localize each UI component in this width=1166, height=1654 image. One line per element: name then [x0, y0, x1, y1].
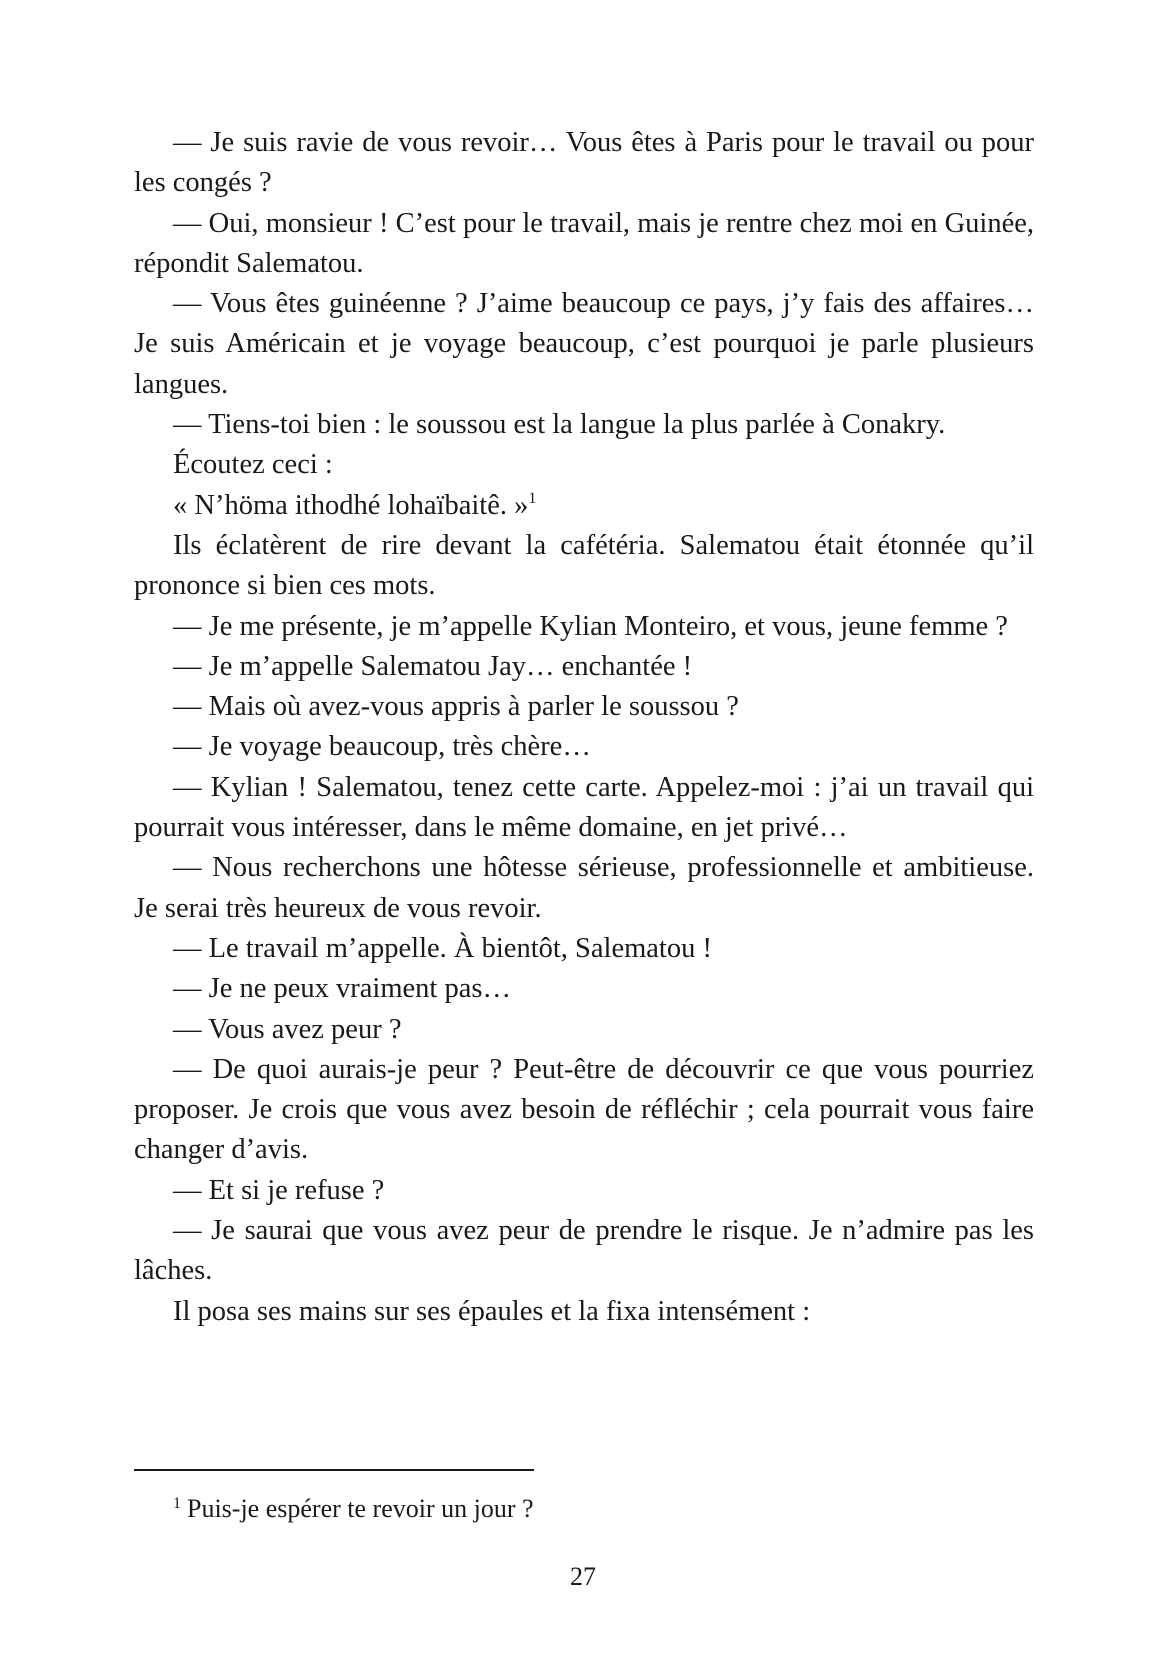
- quoted-phrase: « N’höma ithodhé lohaïbaitê. »: [173, 489, 529, 521]
- paragraph: — Je ne peux vraiment pas…: [173, 973, 511, 1005]
- paragraph: — Et si je refuse ?: [173, 1174, 385, 1206]
- paragraph: — Je saurai que vous avez peur de prendre le risque. Je n’admire pas les lâches.: [134, 1215, 1034, 1287]
- paragraph: — Je voyage beaucoup, très chère…: [173, 731, 591, 763]
- paragraph: — Vous avez peur ?: [173, 1013, 402, 1045]
- footnote: [173, 1492, 534, 1526]
- paragraph: — Kylian ! Salematou, tenez cette carte. Appelez-moi : j’ai un travail qui pourrait vous intéresser, dans le même domaine, en jet privé…: [134, 771, 1034, 844]
- paragraph: — Mais où avez-vous appris à parler le soussou ?: [173, 691, 739, 723]
- footnote-text: Puis-je espérer te revoir un jour ?: [187, 1494, 534, 1523]
- paragraph: — Vous êtes guinéenne ? J’aime beaucoup ce pays, j’y fais des affaires… Je suis Américain et je voyage beaucoup, c’est pourquoi je parle plusieurs langues.: [134, 288, 1034, 400]
- paragraph: — De quoi aurais-je peur ? Peut-être de découvrir ce que vous pourriez proposer. Je crois que vous avez besoin de réfléchir ; cela pourrait vous faire changer d’avis.: [134, 1053, 1034, 1166]
- paragraph: — Je me présente, je m’appelle Kylian Monteiro, et vous, jeune femme ?: [173, 610, 1008, 642]
- paragraph: — Oui, monsieur ! C’est pour le travail, mais je rentre chez moi en Guinée, répondit Salematou.: [134, 207, 1034, 279]
- footnote-marker: 1: [173, 1495, 181, 1512]
- body-text: [134, 123, 1034, 1332]
- footnote-divider: [134, 1469, 534, 1471]
- paragraph: Il posa ses mains sur ses épaules et la fixa intensément :: [173, 1295, 811, 1327]
- paragraph: — Tiens-toi bien : le soussou est la langue la plus parlée à Conakry.: [173, 409, 946, 441]
- paragraph: Ils éclatèrent de rire devant la cafétéria. Salematou était étonnée qu’il prononce si bien ces mots.: [134, 529, 1034, 602]
- paragraph: — Nous recherchons une hôtesse sérieuse, professionnelle et ambitieuse. Je serai très heureux de vous revoir.: [134, 852, 1034, 924]
- page-number: 27: [570, 1562, 596, 1591]
- paragraph: — Le travail m’appelle. À bientôt, Salematou !: [173, 932, 712, 964]
- paragraph: — Je m’appelle Salematou Jay… enchantée !: [173, 650, 693, 682]
- footnote-reference[interactable]: 1: [528, 489, 537, 507]
- paragraph: — Je suis ravie de vous revoir… Vous êtes à Paris pour le travail ou pour les congés ?: [134, 127, 1034, 199]
- paragraph-with-footnote-ref: [134, 486, 1034, 526]
- paragraph: Écoutez ceci :: [173, 449, 333, 481]
